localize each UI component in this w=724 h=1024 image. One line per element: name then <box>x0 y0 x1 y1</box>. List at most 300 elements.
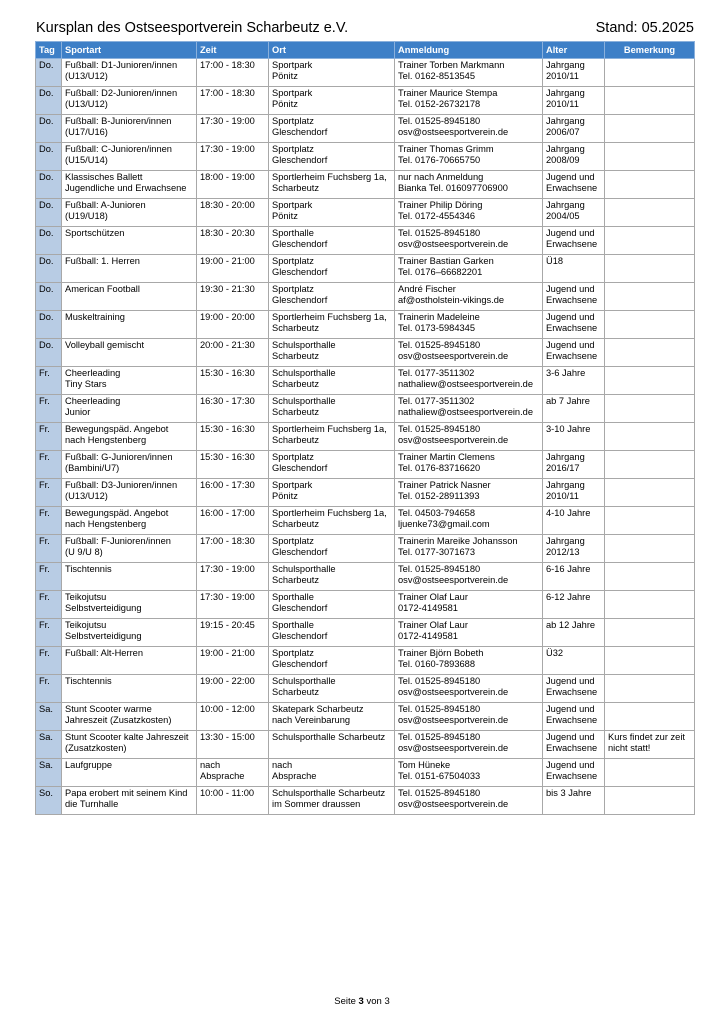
cell-sportart <box>62 675 197 703</box>
ort-line: Gleschendorf <box>272 155 328 165</box>
anmeldung-line: osv@ostseesportverein.de <box>398 799 509 809</box>
cell-tag: Fr. <box>36 647 62 675</box>
cell-sportart <box>62 367 197 395</box>
alter-line: Erwachsene <box>546 715 598 725</box>
cell-bemerkung <box>605 563 695 591</box>
alter-line: 3-10 Jahre <box>546 424 591 434</box>
cell-alter <box>543 395 605 423</box>
alter-line: Jahrgang <box>546 536 585 546</box>
zeit-line: 10:00 - 12:00 <box>200 704 255 714</box>
cell-zeit <box>197 59 269 87</box>
anmeldung-line: Tel. 01525-8945180 <box>398 564 481 574</box>
sportart-line: Fußball: D2-Junioren/innen <box>65 88 178 98</box>
cell-sportart <box>62 507 197 535</box>
zeit-line: 15:30 - 16:30 <box>200 424 255 434</box>
cell-anmeldung <box>395 171 543 199</box>
cell-bemerkung <box>605 479 695 507</box>
cell-bemerkung <box>605 115 695 143</box>
sportart-line: (U 9/U 8) <box>65 547 103 557</box>
zeit-line: nach <box>200 760 221 770</box>
ort-line: Pönitz <box>272 491 298 501</box>
sportart-line: Klassisches Ballett <box>65 172 143 182</box>
cell-sportart <box>62 143 197 171</box>
cell-anmeldung <box>395 199 543 227</box>
sportart-line: Fußball: Alt-Herren <box>65 648 144 658</box>
ort-line: Sportpark <box>272 200 313 210</box>
ort-line: Sportplatz <box>272 144 314 154</box>
cell-alter <box>543 787 605 815</box>
anmeldung-line: nathaliew@ostseesportverein.de <box>398 379 534 389</box>
zeit-line: 19:00 - 20:00 <box>200 312 255 322</box>
table-row <box>36 59 695 87</box>
alter-line: Erwachsene <box>546 743 598 753</box>
zeit-line: 18:30 - 20:00 <box>200 200 255 210</box>
cell-tag: Do. <box>36 227 62 255</box>
cell-tag: Fr. <box>36 591 62 619</box>
cell-anmeldung <box>395 507 543 535</box>
cell-bemerkung <box>605 171 695 199</box>
ort-line: Schulsporthalle <box>272 396 336 406</box>
cell-tag: Fr. <box>36 507 62 535</box>
cell-anmeldung <box>395 423 543 451</box>
zeit-line: 17:30 - 19:00 <box>200 144 255 154</box>
table-row <box>36 199 695 227</box>
cell-alter <box>543 227 605 255</box>
anmeldung-line: Tel. 0152-28911393 <box>398 491 480 501</box>
ort-line: Sportlerheim Fuchsberg 1a, <box>272 508 387 518</box>
cell-sportart <box>62 591 197 619</box>
cell-alter <box>543 563 605 591</box>
cell-bemerkung <box>605 535 695 563</box>
cell-ort <box>269 423 395 451</box>
cell-bemerkung <box>605 395 695 423</box>
alter-line: 2016/17 <box>546 463 580 473</box>
sportart-line: die Turnhalle <box>65 799 119 809</box>
ort-line: Pönitz <box>272 71 298 81</box>
alter-line: 2010/11 <box>546 491 579 501</box>
sportart-line: Papa erobert mit seinem Kind <box>65 788 188 798</box>
cell-tag: Fr. <box>36 423 62 451</box>
cell-sportart <box>62 479 197 507</box>
cell-ort <box>269 199 395 227</box>
alter-line: Erwachsene <box>546 183 598 193</box>
anmeldung-line: Tel. 0177-3071673 <box>398 547 476 557</box>
cell-ort <box>269 115 395 143</box>
ort-line: Gleschendorf <box>272 631 328 641</box>
ort-line: Schulsporthalle <box>272 368 336 378</box>
column-header-zeit: Zeit <box>197 42 269 59</box>
zeit-line: 17:00 - 18:30 <box>200 88 255 98</box>
ort-line: Schulsporthalle <box>272 340 336 350</box>
ort-line: Scharbeutz <box>272 351 320 361</box>
ort-line: Scharbeutz <box>272 407 320 417</box>
alter-line: Jugend und <box>546 228 595 238</box>
cell-zeit <box>197 227 269 255</box>
anmeldung-line: Tel. 0176-70665750 <box>398 155 481 165</box>
cell-tag: Fr. <box>36 395 62 423</box>
ort-line: Scharbeutz <box>272 435 320 445</box>
table-row <box>36 423 695 451</box>
cell-zeit <box>197 143 269 171</box>
cell-tag: Fr. <box>36 451 62 479</box>
cell-zeit <box>197 535 269 563</box>
alter-line: Jugend und <box>546 704 595 714</box>
anmeldung-line: Tel. 0176-83716620 <box>398 463 481 473</box>
alter-line: Erwachsene <box>546 771 598 781</box>
zeit-line: Absprache <box>200 771 245 781</box>
cell-alter <box>543 591 605 619</box>
ort-line: Sportlerheim Fuchsberg 1a, <box>272 424 387 434</box>
cell-alter <box>543 675 605 703</box>
column-header-anmeldung: Anmeldung <box>395 42 543 59</box>
zeit-line: 19:00 - 21:00 <box>200 256 255 266</box>
cell-alter <box>543 367 605 395</box>
sportart-line: Jahreszeit (Zusatzkosten) <box>65 715 172 725</box>
zeit-line: 18:00 - 19:00 <box>200 172 255 182</box>
bemerkung-line: nicht statt! <box>608 743 651 753</box>
cell-anmeldung <box>395 367 543 395</box>
cell-tag: Do. <box>36 59 62 87</box>
zeit-line: 17:30 - 19:00 <box>200 116 255 126</box>
cell-zeit <box>197 115 269 143</box>
ort-line: nach Vereinbarung <box>272 715 351 725</box>
anmeldung-line: Tel. 01525-8945180 <box>398 228 481 238</box>
cell-anmeldung <box>395 395 543 423</box>
anmeldung-line: André Fischer <box>398 284 456 294</box>
ort-line: Sporthalle <box>272 592 314 602</box>
cell-tag: Fr. <box>36 675 62 703</box>
cell-bemerkung <box>605 199 695 227</box>
zeit-line: 19:15 - 20:45 <box>200 620 255 630</box>
alter-line: Jahrgang <box>546 200 585 210</box>
cell-ort <box>269 731 395 759</box>
alter-line: Jugend und <box>546 312 595 322</box>
cell-ort <box>269 395 395 423</box>
cell-zeit <box>197 591 269 619</box>
footer-page-number: 3 <box>358 996 364 1007</box>
cell-zeit <box>197 87 269 115</box>
cell-alter <box>543 423 605 451</box>
cell-ort <box>269 143 395 171</box>
zeit-line: 16:00 - 17:00 <box>200 508 255 518</box>
cell-alter <box>543 311 605 339</box>
alter-line: Jahrgang <box>546 452 585 462</box>
table-row <box>36 367 695 395</box>
anmeldung-line: osv@ostseesportverein.de <box>398 575 509 585</box>
sportart-line: Fußball: F-Junioren/innen <box>65 536 171 546</box>
cell-tag: Do. <box>36 255 62 283</box>
cell-bemerkung <box>605 367 695 395</box>
ort-line: nach <box>272 760 293 770</box>
anmeldung-line: Bianka Tel. 016097706900 <box>398 183 508 193</box>
page-header <box>36 20 694 38</box>
sportart-line: Junior <box>65 407 91 417</box>
sportart-line: Bewegungspäd. Angebot <box>65 424 169 434</box>
cell-anmeldung <box>395 731 543 759</box>
cell-tag: Sa. <box>36 759 62 787</box>
anmeldung-line: Trainer Maurice Stempa <box>398 88 498 98</box>
table-row <box>36 479 695 507</box>
ort-line: Sportlerheim Fuchsberg 1a, <box>272 172 387 182</box>
sportart-line: Cheerleading <box>65 396 121 406</box>
sportart-line: Stunt Scooter warme <box>65 704 152 714</box>
cell-zeit <box>197 451 269 479</box>
alter-line: Jugend und <box>546 732 595 742</box>
table-row <box>36 647 695 675</box>
alter-line: Erwachsene <box>546 351 598 361</box>
cell-bemerkung <box>605 227 695 255</box>
alter-line: Jugend und <box>546 340 595 350</box>
cell-bemerkung <box>605 87 695 115</box>
ort-line: Sportpark <box>272 60 313 70</box>
anmeldung-line: Trainer Björn Bobeth <box>398 648 484 658</box>
cell-ort <box>269 563 395 591</box>
cell-bemerkung <box>605 619 695 647</box>
ort-line: Sportplatz <box>272 284 314 294</box>
cell-alter <box>543 759 605 787</box>
cell-bemerkung <box>605 675 695 703</box>
zeit-line: 16:00 - 17:30 <box>200 480 255 490</box>
cell-sportart <box>62 311 197 339</box>
cell-bemerkung <box>605 339 695 367</box>
sportart-line: Fußball: A-Junioren <box>65 200 146 210</box>
anmeldung-line: Tel. 0151-67504033 <box>398 771 481 781</box>
cell-sportart <box>62 619 197 647</box>
alter-line: 4-10 Jahre <box>546 508 591 518</box>
sportart-line: Fußball: B-Junioren/innen <box>65 116 172 126</box>
table-row <box>36 507 695 535</box>
cell-ort <box>269 171 395 199</box>
cell-ort <box>269 339 395 367</box>
table-row <box>36 143 695 171</box>
cell-alter <box>543 647 605 675</box>
cell-tag: Do. <box>36 87 62 115</box>
cell-ort <box>269 479 395 507</box>
cell-anmeldung <box>395 59 543 87</box>
sportart-line: (U17/U16) <box>65 127 108 137</box>
footer-total-pages: 3 <box>384 996 390 1007</box>
ort-line: im Sommer draussen <box>272 799 361 809</box>
sportart-line: Fußball: D1-Junioren/innen <box>65 60 178 70</box>
anmeldung-line: Tel. 04503-794658 <box>398 508 476 518</box>
anmeldung-line: osv@ostseesportverein.de <box>398 715 509 725</box>
cell-ort <box>269 367 395 395</box>
cell-zeit <box>197 675 269 703</box>
anmeldung-line: Trainer Olaf Laur <box>398 620 468 630</box>
ort-line: Schulsporthalle <box>272 676 336 686</box>
alter-line: Jugend und <box>546 676 595 686</box>
ort-line: Sporthalle <box>272 228 314 238</box>
cell-bemerkung <box>605 283 695 311</box>
anmeldung-line: Tel. 0162-8513545 <box>398 71 476 81</box>
alter-line: Erwachsene <box>546 239 598 249</box>
cell-zeit <box>197 367 269 395</box>
ort-line: Scharbeutz <box>272 575 320 585</box>
zeit-line: 17:30 - 19:00 <box>200 564 255 574</box>
ort-line: Gleschendorf <box>272 547 328 557</box>
ort-line: Gleschendorf <box>272 463 328 473</box>
anmeldung-line: Trainerin Madeleine <box>398 312 480 322</box>
ort-line: Gleschendorf <box>272 267 328 277</box>
cell-bemerkung <box>605 787 695 815</box>
ort-line: Pönitz <box>272 211 298 221</box>
ort-line: Skatepark Scharbeutz <box>272 704 364 714</box>
alter-line: 2008/09 <box>546 155 580 165</box>
cell-alter <box>543 87 605 115</box>
anmeldung-line: osv@ostseesportverein.de <box>398 127 509 137</box>
sportart-line: (U15/U14) <box>65 155 108 165</box>
cell-alter <box>543 507 605 535</box>
cell-tag: Fr. <box>36 563 62 591</box>
table-row <box>36 787 695 815</box>
cell-bemerkung <box>605 451 695 479</box>
table-row <box>36 451 695 479</box>
cell-alter <box>543 451 605 479</box>
anmeldung-line: Trainer Torben Markmann <box>398 60 505 70</box>
anmeldung-line: Tel. 0152-26732178 <box>398 99 481 109</box>
cell-bemerkung <box>605 255 695 283</box>
ort-line: Gleschendorf <box>272 127 328 137</box>
anmeldung-line: Tel. 01525-8945180 <box>398 340 481 350</box>
ort-line: Sportpark <box>272 480 313 490</box>
cell-anmeldung <box>395 115 543 143</box>
sportart-line: (Bambini/U7) <box>65 463 120 473</box>
cell-tag: Do. <box>36 143 62 171</box>
cell-ort <box>269 283 395 311</box>
ort-line: Sportplatz <box>272 116 314 126</box>
cell-ort <box>269 255 395 283</box>
cell-bemerkung <box>605 591 695 619</box>
cell-bemerkung <box>605 59 695 87</box>
alter-line: bis 3 Jahre <box>546 788 592 798</box>
table-row <box>36 255 695 283</box>
alter-line: Jugend und <box>546 172 595 182</box>
zeit-line: 17:00 - 18:30 <box>200 536 255 546</box>
zeit-line: 19:00 - 21:00 <box>200 648 255 658</box>
alter-line: Ü32 <box>546 648 564 658</box>
anmeldung-line: nur nach Anmeldung <box>398 172 484 182</box>
cell-zeit <box>197 283 269 311</box>
zeit-line: 17:00 - 18:30 <box>200 60 255 70</box>
cell-alter <box>543 731 605 759</box>
cell-anmeldung <box>395 283 543 311</box>
zeit-line: 15:30 - 16:30 <box>200 368 255 378</box>
cell-ort <box>269 703 395 731</box>
cell-bemerkung <box>605 731 695 759</box>
sportart-line: (U13/U12) <box>65 71 108 81</box>
cell-alter <box>543 535 605 563</box>
cell-ort <box>269 535 395 563</box>
cell-ort <box>269 311 395 339</box>
cell-tag: Fr. <box>36 367 62 395</box>
anmeldung-line: osv@ostseesportverein.de <box>398 239 509 249</box>
cell-sportart <box>62 227 197 255</box>
ort-line: Absprache <box>272 771 317 781</box>
course-schedule-table <box>35 41 695 815</box>
sportart-line: Cheerleading <box>65 368 121 378</box>
cell-alter <box>543 59 605 87</box>
column-header-sportart: Sportart <box>62 42 197 59</box>
alter-line: Ü18 <box>546 256 564 266</box>
cell-sportart <box>62 731 197 759</box>
cell-sportart <box>62 423 197 451</box>
table-row <box>36 563 695 591</box>
ort-line: Sporthalle <box>272 620 314 630</box>
ort-line: Sportplatz <box>272 256 314 266</box>
anmeldung-line: Tel. 0160-7893688 <box>398 659 476 669</box>
cell-sportart <box>62 563 197 591</box>
alter-line: 6-12 Jahre <box>546 592 591 602</box>
cell-alter <box>543 115 605 143</box>
cell-sportart <box>62 283 197 311</box>
sportart-line: Volleyball gemischt <box>65 340 145 350</box>
cell-zeit <box>197 395 269 423</box>
cell-tag: Fr. <box>36 479 62 507</box>
table-row <box>36 759 695 787</box>
cell-sportart <box>62 535 197 563</box>
cell-sportart <box>62 255 197 283</box>
cell-bemerkung <box>605 423 695 451</box>
cell-sportart <box>62 451 197 479</box>
cell-sportart <box>62 199 197 227</box>
page-title: Kursplan des Ostseesportverein Scharbeutz e.V. <box>36 20 349 36</box>
cell-bemerkung <box>605 311 695 339</box>
cell-sportart <box>62 759 197 787</box>
alter-line: Erwachsene <box>546 295 598 305</box>
table-header-row <box>36 42 695 59</box>
ort-line: Scharbeutz <box>272 519 320 529</box>
table-row <box>36 619 695 647</box>
sportart-line: Laufgruppe <box>65 760 113 770</box>
sportart-line: nach Hengstenberg <box>65 435 147 445</box>
zeit-line: 13:30 - 15:00 <box>200 732 255 742</box>
anmeldung-line: 0172-4149581 <box>398 603 458 613</box>
cell-alter <box>543 199 605 227</box>
anmeldung-line: af@ostholstein-vikings.de <box>398 295 505 305</box>
ort-line: Scharbeutz <box>272 323 320 333</box>
cell-tag: Do. <box>36 171 62 199</box>
sportart-line: (Zusatzkosten) <box>65 743 127 753</box>
sportart-line: (U13/U12) <box>65 491 108 501</box>
cell-sportart <box>62 339 197 367</box>
ort-line: Sportplatz <box>272 452 314 462</box>
anmeldung-line: Trainer Olaf Laur <box>398 592 468 602</box>
cell-zeit <box>197 507 269 535</box>
cell-zeit <box>197 787 269 815</box>
alter-line: ab 12 Jahre <box>546 620 596 630</box>
ort-line: Pönitz <box>272 99 298 109</box>
alter-line: Erwachsene <box>546 323 598 333</box>
cell-bemerkung <box>605 703 695 731</box>
anmeldung-line: Trainer Patrick Nasner <box>398 480 491 490</box>
cell-tag: Do. <box>36 115 62 143</box>
zeit-line: 17:30 - 19:00 <box>200 592 255 602</box>
cell-alter <box>543 143 605 171</box>
cell-anmeldung <box>395 451 543 479</box>
cell-zeit <box>197 731 269 759</box>
stand-date: Stand: 05.2025 <box>595 20 694 36</box>
cell-zeit <box>197 311 269 339</box>
cell-ort <box>269 591 395 619</box>
anmeldung-line: Trainerin Mareike Johansson <box>398 536 518 546</box>
table-row <box>36 115 695 143</box>
cell-zeit <box>197 423 269 451</box>
anmeldung-line: Trainer Martin Clemens <box>398 452 495 462</box>
cell-anmeldung <box>395 647 543 675</box>
cell-ort <box>269 647 395 675</box>
table-row <box>36 227 695 255</box>
ort-line: Schulsporthalle Scharbeutz <box>272 732 386 742</box>
